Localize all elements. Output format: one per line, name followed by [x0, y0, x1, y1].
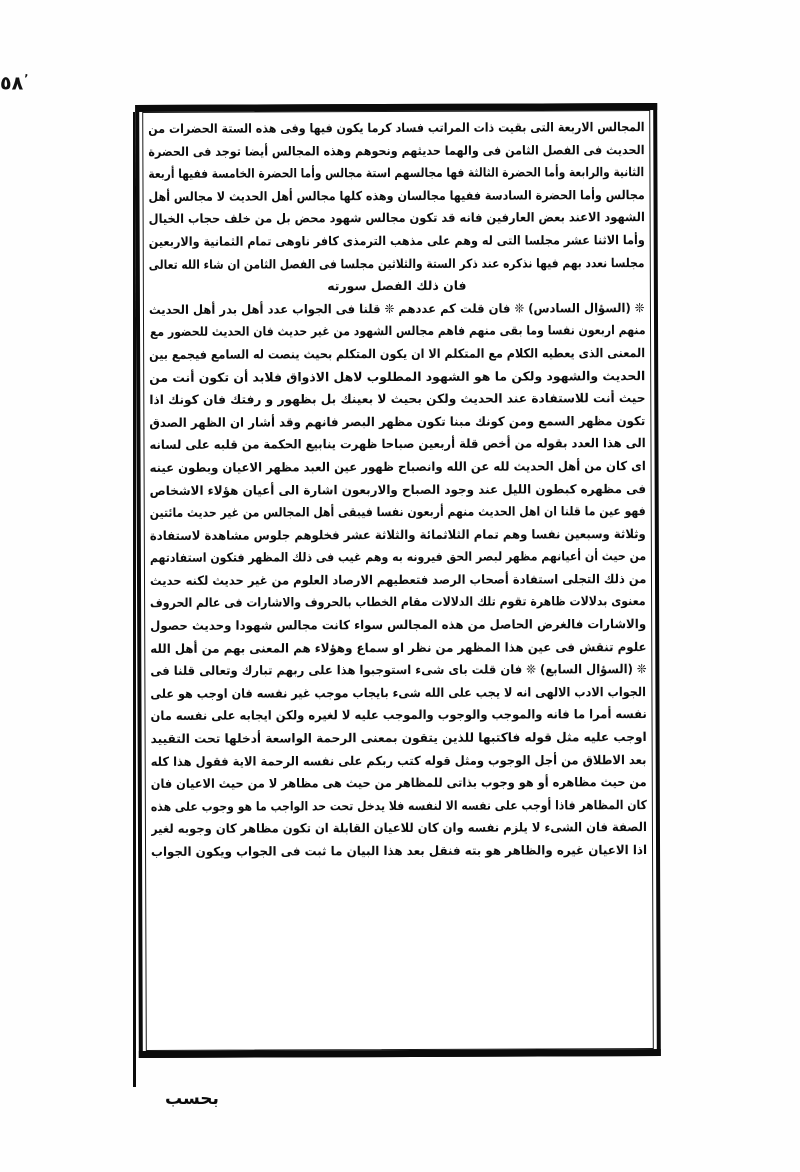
- text-line: فى مظهره كبطون الليل عند وجود الصباح والاربعون اشارة الى أعيان هؤلاء الاشخاص: [149, 480, 646, 498]
- frame-band-bottom: [139, 1049, 661, 1058]
- text-line: اى كان من أهل الحديث لله عن الله وانصباح ظهور عين العبد مظهر الاعيان وبطون عينه: [149, 457, 646, 475]
- text-line: حيث أنت للاستفادة عند الحديث ولكن بحيث لا بعينك بل بظهور و رفتك فان كونك اذا: [149, 390, 646, 408]
- page-number-value: ٥٨: [0, 72, 24, 95]
- text-line: المجالس الاربعة التى بقيت ذات المراتب فساد كرما يكون فيها وفى هذه الستة الحضرات من: [148, 119, 645, 136]
- text-line: الحديث والشهود ولكن ما هو الشهود المطلوب لاهل الاذواق فلابد أن تكون أنت من: [149, 367, 646, 385]
- text-line: الجواب الادب الالهى انه لا يجب على الله شىء بايجاب موجب غير نفسه فان اوجب هو على: [150, 683, 647, 701]
- section-heading-sixth-question: ❊ (السؤال السادس) ❊ فان قلت كم عددهم ❊ قلنا فى الجواب عدد أهل بدر أهل الحديث: [149, 299, 645, 317]
- text-line: الثانية والرابعة وأما الحضرة الثالثة فها مجالسهم استة مجالس وأما الحضرة الخامسة ففيها أربعة: [148, 164, 645, 182]
- text-line: وأما الاثنا عشر مجلسا التى له وهم على مذهب الترمذى كافر ناوهى تمام الثمانية والاربعين: [148, 232, 645, 249]
- body-text-block: [148, 116, 648, 1046]
- text-line: معنوى بدلالات ظاهرة تقوم تلك الدلالات مقام الخطاب بالحروف والاشارات فى عالم الحروف: [150, 593, 647, 611]
- section-heading-seventh-question: ❊ (السؤال السابع) ❊ فان قلت باى شىء استوجبوا هذا على ربهم تبارك وتعالى قلنا فى: [150, 661, 647, 679]
- page-number-mark: ٬: [24, 72, 29, 85]
- text-line: فهو عين ما قلنا ان اهل الحديث منهم أربعون نفسا فيبقى أهل المجالس من غير حديث مائتين: [149, 503, 646, 521]
- text-line: الصفة فان الشىء لا يلزم نفسه وان كان للاعيان القابلة ان تكون مظاهر كان وجوبه لغير: [150, 819, 647, 837]
- text-line: بعد الاطلاق من أجل الوجوب ومثل قوله كتب ربكم على نفسه الرحمة الاية فقول هذا كله: [150, 751, 647, 769]
- text-line: علوم تنقش فى عين هذا المظهر من نظر او سماع وهؤلاء هم المعنى بهم من أهل الله: [150, 638, 647, 656]
- text-line: من ذلك التجلى استفادة أصحاب الرصد فتعطيهم الارصاد العلوم من غير حديث لكنه حديث: [149, 570, 647, 588]
- text-line: تكون مظهر السمع ومن كونك مبنا تكون مظهر البصر فانهم وقد أشار ان الظهر الصدق: [149, 412, 646, 430]
- catchword: بحسب: [165, 1089, 219, 1109]
- text-line: من حيث أن أعيانهم مظهر لبصر الحق فيرونه به وهم غيب فى ذلك المظهر فتكون استفادتهم: [149, 548, 646, 566]
- text-line: كان المظاهر فاذا أوجب على نفسه الا لنفسه فلا يدخل تحت حد الواجب ما هو وجوب على هذه: [150, 796, 647, 814]
- text-line: منهم اربعون نفسا وما بقى منهم فاهم مجالس الشهود من غير حديث فان الحديث للحضور مع: [149, 322, 646, 340]
- text-line: اوجب عليه مثل قوله فاكتبها للذين يتقون بمعنى الرحمة الواسعة أدخلها تحت التقييد: [150, 729, 647, 746]
- text-line: الشهود الاعند بعض العارفين فانه قد تكون مجالس شهود محض بل من خلف حجاب الخيال: [148, 209, 645, 227]
- text-frame: [135, 103, 661, 1058]
- page-number: [0, 72, 665, 94]
- text-line: مجلسا نعدد بهم فيها نذكره عند ذكر الستة والثلاثين مجلسا فى الفصل الثامن ان شاء الله تعالى: [149, 254, 645, 272]
- text-line: اذا الاعيان غيره والظاهر هو بته فنقل بعد هذا البيان ما ثبت فى الجواب ويكون الجواب: [150, 842, 648, 859]
- text-line: الحديث فى الفصل الثامن فى والهما حديثهم ونحوهم وهذه المجالس أيضا توجد فى الحضرة: [148, 141, 645, 159]
- text-line-centered: فان ذلك الفصل سورته: [327, 277, 467, 294]
- text-line: الى هذا العدد بقوله من أخص قلة أربعين صباحا ظهرت ينابيع الحكمة من قلبه على لسانه: [149, 435, 646, 453]
- text-line: وثلاثة وسبعين نفسا وهم تمام الثلاثمائة والثلاثة عشر فخلوهم جلوس مشاهدة لاستفادة: [149, 525, 646, 543]
- text-line: المعنى الذى يعطيه الكلام مع المتكلم الا ان يكون المتكلم بحيث ينصت له السامع فيجمع بين: [149, 344, 646, 362]
- text-line: نفسه أمرا ما فانه والموجب والوجوب والموجب عليه لا لغيره ولكن ايجابه على نفسه مان: [150, 706, 647, 724]
- frame-band-top: [135, 103, 657, 112]
- text-line: والاشارات فالغرض الحاصل من هذه المجالس سواء كانت مجالس شهودا وحديث حصول: [150, 616, 647, 634]
- text-line: من حيث مظاهره أو هو وجوب بذاتى للمظاهر من حيث هى مظاهر لا من حيث الاعيان فان: [150, 774, 647, 792]
- text-line: مجالس وأما الحضرة السادسة ففيها مجالسان وهذه كلها مجالس أهل الحديث لا مجالس أهل: [148, 186, 645, 204]
